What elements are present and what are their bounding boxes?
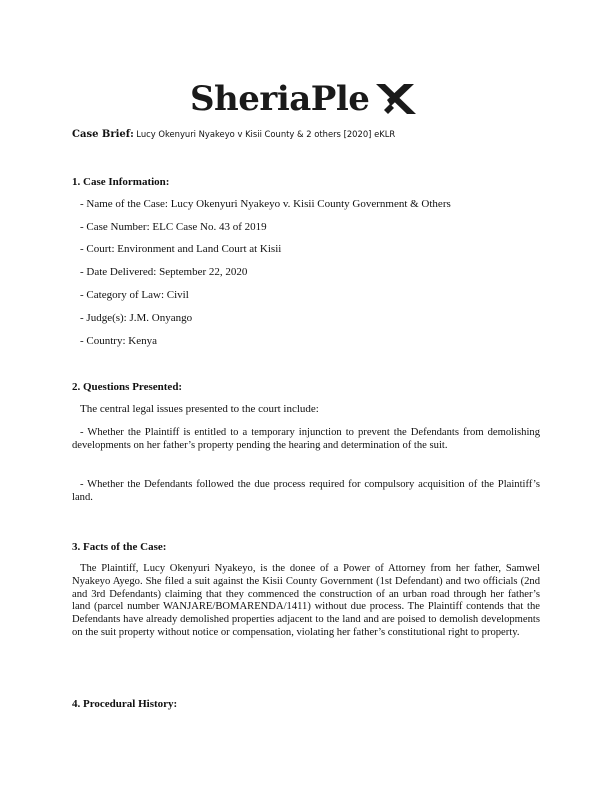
questions-intro: The central legal issues presented to the court include:: [80, 403, 319, 415]
case-info-court: - Court: Environment and Land Court at Kisii: [80, 243, 282, 255]
sheriaplex-logo: [190, 78, 420, 120]
section-heading-facts: 3. Facts of the Case:: [72, 541, 167, 553]
case-brief-title: Lucy Okenyuri Nyakeyo v Kisii County & 2 others [2020] eKLR: [136, 129, 396, 139]
section-heading-questions: 2. Questions Presented:: [72, 381, 183, 393]
facts-paragraph: The Plaintiff, Lucy Okenyuri Nyakeyo, is the donee of a Power of Attorney from her father, Samwel Nyakeyo Ayego. She filed a suit against the Kisii County Government (1st Defendant) and two officials (2nd and 3rd Defendants) claiming that they commenced the construction of an urban road through her father’s land (parcel number WANJARE/BOMARENDA/1411) without due process. The Plaintiff contends that the Defendants have already demolished properties adjacent to the land and are poised to demolish developments on the suit property without notice or compensation, violating her father’s constitutional right to property.: [72, 563, 540, 638]
section-heading-case-information: 1. Case Information:: [72, 176, 170, 188]
case-info-judge: - Judge(s): J.M. Onyango: [80, 312, 193, 324]
question-item: - Whether the Plaintiff is entitled to a temporary injunction to prevent the Defendants from demolishing developments on her father’s property pending the hearing and determination of the suit.: [72, 427, 540, 451]
question-item: - Whether the Defendants followed the due process required for compulsory acquisition of the Plaintiff’s land.: [72, 479, 540, 503]
section-heading-procedural-history: 4. Procedural History:: [72, 698, 178, 710]
case-info-date: - Date Delivered: September 22, 2020: [80, 266, 248, 278]
logo-x-mark: [376, 82, 416, 116]
case-info-country: - Country: Kenya: [80, 335, 157, 347]
logo-wordmark: SheriaPle: [190, 79, 370, 119]
case-brief-label: Case Brief:: [72, 129, 134, 140]
case-info-name: - Name of the Case: Lucy Okenyuri Nyakeyo v. Kisii County Government & Others: [80, 198, 451, 210]
case-info-category: - Category of Law: Civil: [80, 289, 189, 301]
case-info-number: - Case Number: ELC Case No. 43 of 2019: [80, 221, 267, 233]
case-brief-line: [72, 129, 395, 140]
